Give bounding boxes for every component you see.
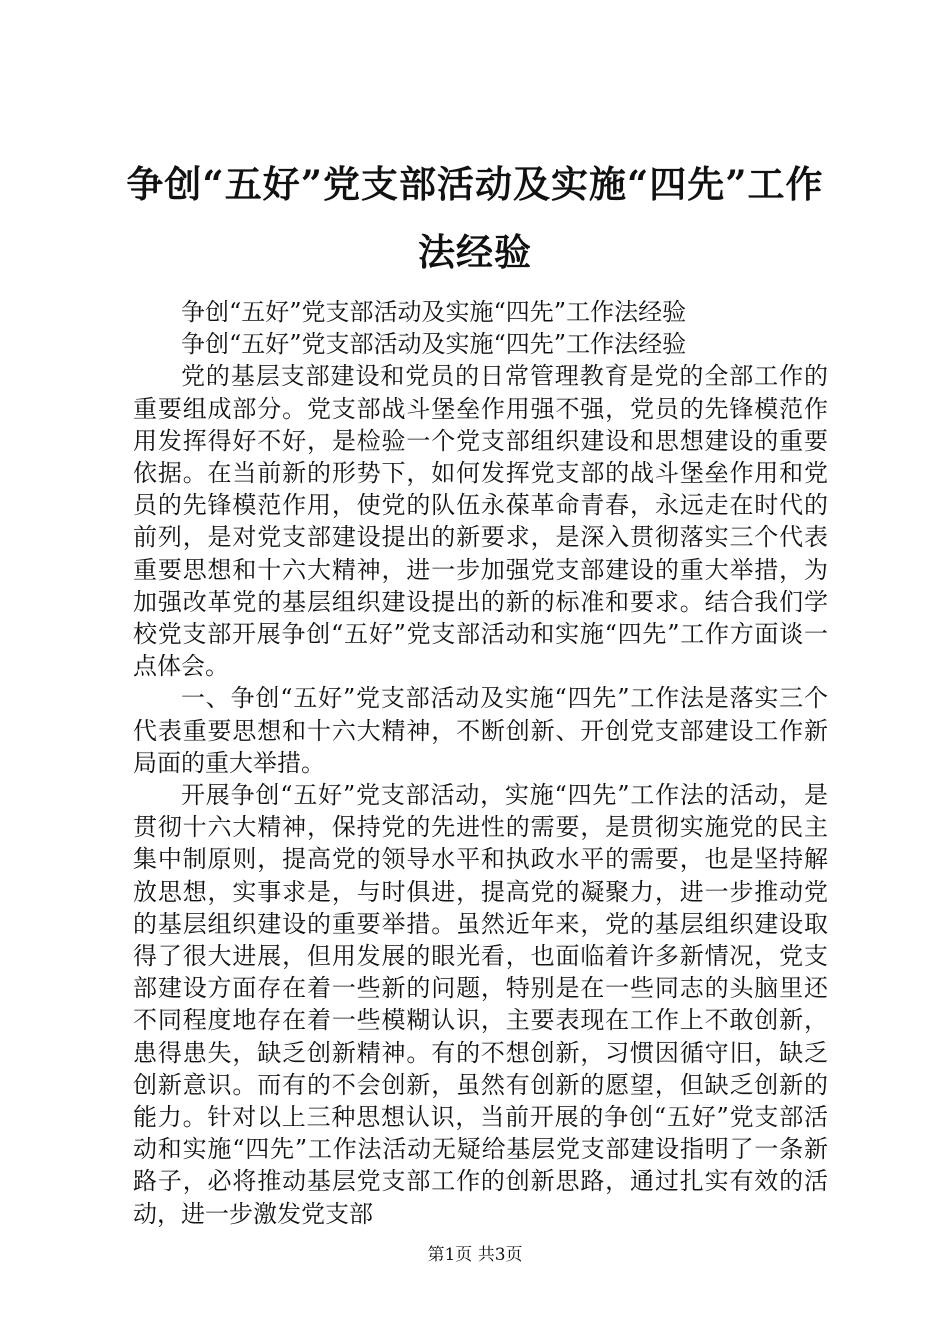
title-line-1: 争创“五好”党支部活动及实施“四先”工作 — [126, 162, 824, 206]
body-paragraph: 一、争创“五好”党支部活动及实施“四先”工作法是落实三个代表重要思想和十六大精神，不断创新、开创党支部建设工作新局面的重大举措。 — [133, 684, 828, 777]
document-title — [120, 150, 830, 286]
title-line-2: 法经验 — [418, 230, 532, 274]
body-paragraph: 争创“五好”党支部活动及实施“四先”工作法经验 — [181, 298, 687, 326]
body-paragraph: 党的基层支部建设和党员的日常管理教育是党的全部工作的重要组成部分。党支部战斗堡垒作用强不强，党员的先锋模范作用发挥得好不好，是检验一个党支部组织建设和思想建设的重要依据。在当前新的形势下，如何发挥党支部的战斗堡垒作用和党员的先锋模范作用，使党的队伍永葆革命青春，永远走在时代的前列，是对党支部建设提出的新要求，是深入贯彻落实三个代表重要思想和十六大精神，进一步加强党支部建设的重大举措，为加强改革党的基层组织建设提出的新的标准和要求。结合我们学校党支部开展争创“五好”党支部活动和实施“四先”工作方面谈一点体会。 — [133, 362, 828, 681]
body-paragraph: 开展争创“五好”党支部活动，实施“四先”工作法的活动，是贯彻十六大精神，保持党的先进性的需要，是贯彻实施党的民主集中制原则，提高党的领导水平和执政水平的需要，也是坚持解放思想，实事求是，与时俱进，提高党的凝聚力，进一步推动党的基层组织建设的重要举措。虽然近年来，党的基层组织建设取得了很大进展，但用发展的眼光看，也面临着许多新情况，党支部建设方面存在着一些新的问题，特别是在一些同志的头脑里还不同程度地存在着一些模糊认识，主要表现在工作上不敢创新，患得患失，缺乏创新精神。有的不想创新，习惯因循守旧，缺乏创新意识。而有的不会创新，虽然有创新的愿望，但缺乏创新的能力。针对以上三种思想认识，当前开展的争创“五好”党支部活动和实施“四先”工作法活动无疑给基层党支部建设指明了一条新路子，必将推动基层党支部工作的创新思路，通过扎实有效的活动，进一步激发党支部 — [133, 781, 828, 1228]
page-footer: 第1页 共3页 — [427, 1245, 523, 1265]
document-body — [133, 296, 828, 1230]
body-paragraph: 争创“五好”党支部活动及实施“四先”工作法经验 — [181, 330, 687, 359]
